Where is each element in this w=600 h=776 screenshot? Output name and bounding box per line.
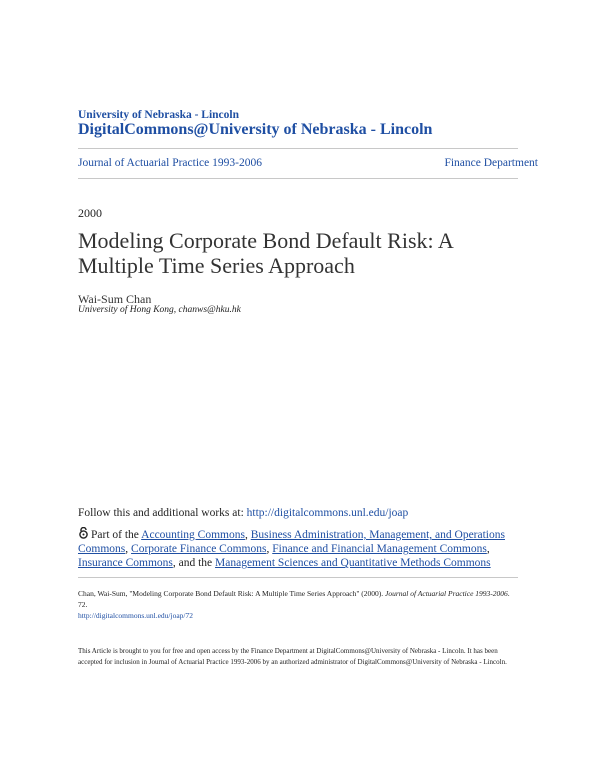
separator: , xyxy=(125,543,129,555)
commons-prefix: Part of the xyxy=(91,529,139,541)
institution-link[interactable]: University of Nebraska - Lincoln xyxy=(78,109,239,121)
open-access-icon xyxy=(78,527,89,539)
citation-journal: Journal of Actuarial Practice 1993-2006 xyxy=(385,589,508,598)
citation-url-link[interactable]: http://digitalcommons.unl.edu/joap/72 xyxy=(78,611,193,620)
department-link[interactable]: Finance Department xyxy=(444,157,538,169)
commons-link-management-sciences[interactable]: Management Sciences and Quantitative Methods Commons xyxy=(215,557,491,569)
paper-title: Modeling Corporate Bond Default Risk: A Multiple Time Series Approach xyxy=(78,228,453,278)
divider-top xyxy=(78,148,518,149)
commons-link-business-admin[interactable]: Business Administration, Management, and Operations Commons xyxy=(78,529,505,555)
citation-suffix: . 72. xyxy=(78,589,510,609)
divider-bottom xyxy=(78,178,518,179)
publication-year: 2000 xyxy=(78,206,102,220)
commons-link-corporate-finance[interactable]: Corporate Finance Commons xyxy=(131,543,267,555)
author-name: Wai-Sum Chan xyxy=(78,292,152,306)
follow-url-link[interactable]: http://digitalcommons.unl.edu/joap xyxy=(246,507,409,519)
journal-link[interactable]: Journal of Actuarial Practice 1993-2006 xyxy=(78,157,262,169)
divider-citation xyxy=(78,577,518,578)
separator: , xyxy=(244,529,248,541)
follow-line xyxy=(78,507,408,519)
commons-line xyxy=(78,527,528,570)
separator: , xyxy=(486,543,490,555)
citation-text: Chan, Wai-Sum, "Modeling Corporate Bond Default Risk: A Multiple Time Series Approach" (2000). xyxy=(78,589,386,598)
separator-and: , and the xyxy=(172,557,213,569)
separator: , xyxy=(266,543,270,555)
citation-block xyxy=(78,588,518,621)
commons-link-finance-management[interactable]: Finance and Financial Management Commons xyxy=(272,543,487,555)
repository-link[interactable]: DigitalCommons@University of Nebraska - Lincoln xyxy=(78,121,433,138)
access-notice: This Article is brought to you for free and open access by the Finance Department at DigitalCommons@University of Nebraska - Lincoln. It has been accepted for inclusion in Journal of Actuarial Practice 1993-2006 by an authorized administrator of DigitalCommons@University of Nebraska - Lincoln. xyxy=(78,647,507,666)
follow-prefix: Follow this and additional works at: xyxy=(78,507,244,519)
author-affiliation: University of Hong Kong, chanws@hku.hk xyxy=(78,305,241,315)
commons-link-accounting[interactable]: Accounting Commons xyxy=(141,529,245,541)
commons-link-insurance[interactable]: Insurance Commons xyxy=(78,557,173,569)
